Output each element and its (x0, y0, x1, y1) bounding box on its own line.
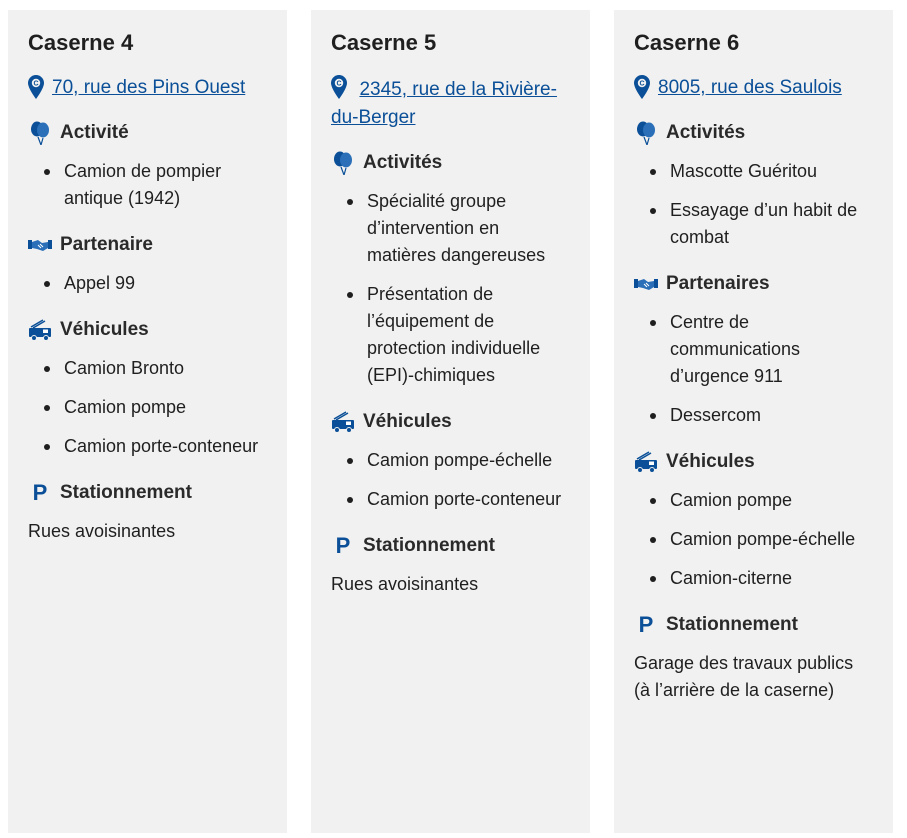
station-address (331, 74, 570, 132)
station-address (634, 74, 873, 102)
balloons-icon (331, 151, 355, 175)
svg-text:C: C (336, 80, 342, 88)
svg-text:C: C (639, 80, 645, 88)
activities-heading: Activités (331, 148, 570, 178)
station-card (8, 10, 287, 833)
station-card (311, 10, 590, 833)
parking-text: Rues avoisinantes (331, 574, 479, 594)
activities-list (634, 158, 873, 251)
list-item: Essayage d’un habit de combat (670, 197, 873, 251)
list-item: Camion-citerne (670, 565, 873, 592)
map-pin-icon (331, 75, 347, 99)
vehicles-heading: Véhicules (331, 407, 570, 437)
vehicles-list (28, 355, 267, 460)
parking-text: Rues avoisinantes (28, 521, 176, 541)
svg-text:C: C (33, 80, 39, 88)
parking-heading: P Stationnement (331, 531, 570, 561)
vehicles-heading: Véhicules (634, 447, 873, 477)
handshake-icon (28, 233, 52, 257)
map-pin-icon (28, 75, 44, 99)
partners-heading: Partenaire (28, 230, 267, 260)
partners-list (28, 270, 267, 297)
list-item: Camion Bronto (64, 355, 267, 382)
parking-text: Garage des travaux publics (à l’arrière de la caserne) (634, 653, 854, 700)
list-item: Camion pompe-échelle (670, 526, 873, 553)
map-pin-icon (634, 75, 650, 99)
address-link[interactable]: 8005, rue des Saulois (658, 77, 842, 98)
parking-heading: P Stationnement (28, 478, 267, 508)
vehicles-list (634, 487, 873, 592)
vehicles-heading: Véhicules (28, 315, 267, 345)
partners-list (634, 309, 873, 429)
list-item: Spécialité groupe d’intervention en matières dangereuses (367, 188, 570, 269)
activities-list (331, 188, 570, 389)
station-title: Caserne 4 (28, 30, 134, 55)
activities-list (28, 158, 267, 212)
parking-icon: P (32, 480, 48, 505)
parking-icon: P (335, 533, 351, 558)
activities-heading: Activités (634, 118, 873, 148)
station-title: Caserne 6 (634, 30, 740, 55)
fire-truck-icon (28, 318, 52, 342)
station-address (28, 74, 267, 102)
handshake-icon (634, 272, 658, 296)
parking-heading: P Stationnement (634, 610, 873, 640)
station-card (614, 10, 893, 833)
list-item: Camion porte-conteneur (64, 433, 267, 460)
fire-truck-icon (634, 450, 658, 474)
balloons-icon (634, 121, 658, 145)
list-item: Dessercom (670, 402, 873, 429)
list-item: Appel 99 (64, 270, 267, 297)
list-item: Centre de communications d’urgence 911 (670, 309, 873, 390)
list-item: Camion de pompier antique (1942) (64, 158, 267, 212)
address-link[interactable]: 70, rue des Pins Ouest (52, 77, 246, 98)
list-item: Présentation de l’équipement de protection individuelle (EPI)-chimiques (367, 281, 570, 389)
list-item: Mascotte Guéritou (670, 158, 873, 185)
fire-truck-icon (331, 410, 355, 434)
parking-icon: P (638, 612, 654, 637)
partners-heading: Partenaires (634, 269, 873, 299)
list-item: Camion pompe-échelle (367, 447, 570, 474)
balloons-icon (28, 121, 52, 145)
address-link[interactable]: 2345, rue de la Rivière-du-Berger (331, 79, 557, 128)
activities-heading: Activité (28, 118, 267, 148)
list-item: Camion porte-conteneur (367, 486, 570, 513)
station-title: Caserne 5 (331, 30, 437, 55)
list-item: Camion pompe (64, 394, 267, 421)
vehicles-list (331, 447, 570, 513)
list-item: Camion pompe (670, 487, 873, 514)
